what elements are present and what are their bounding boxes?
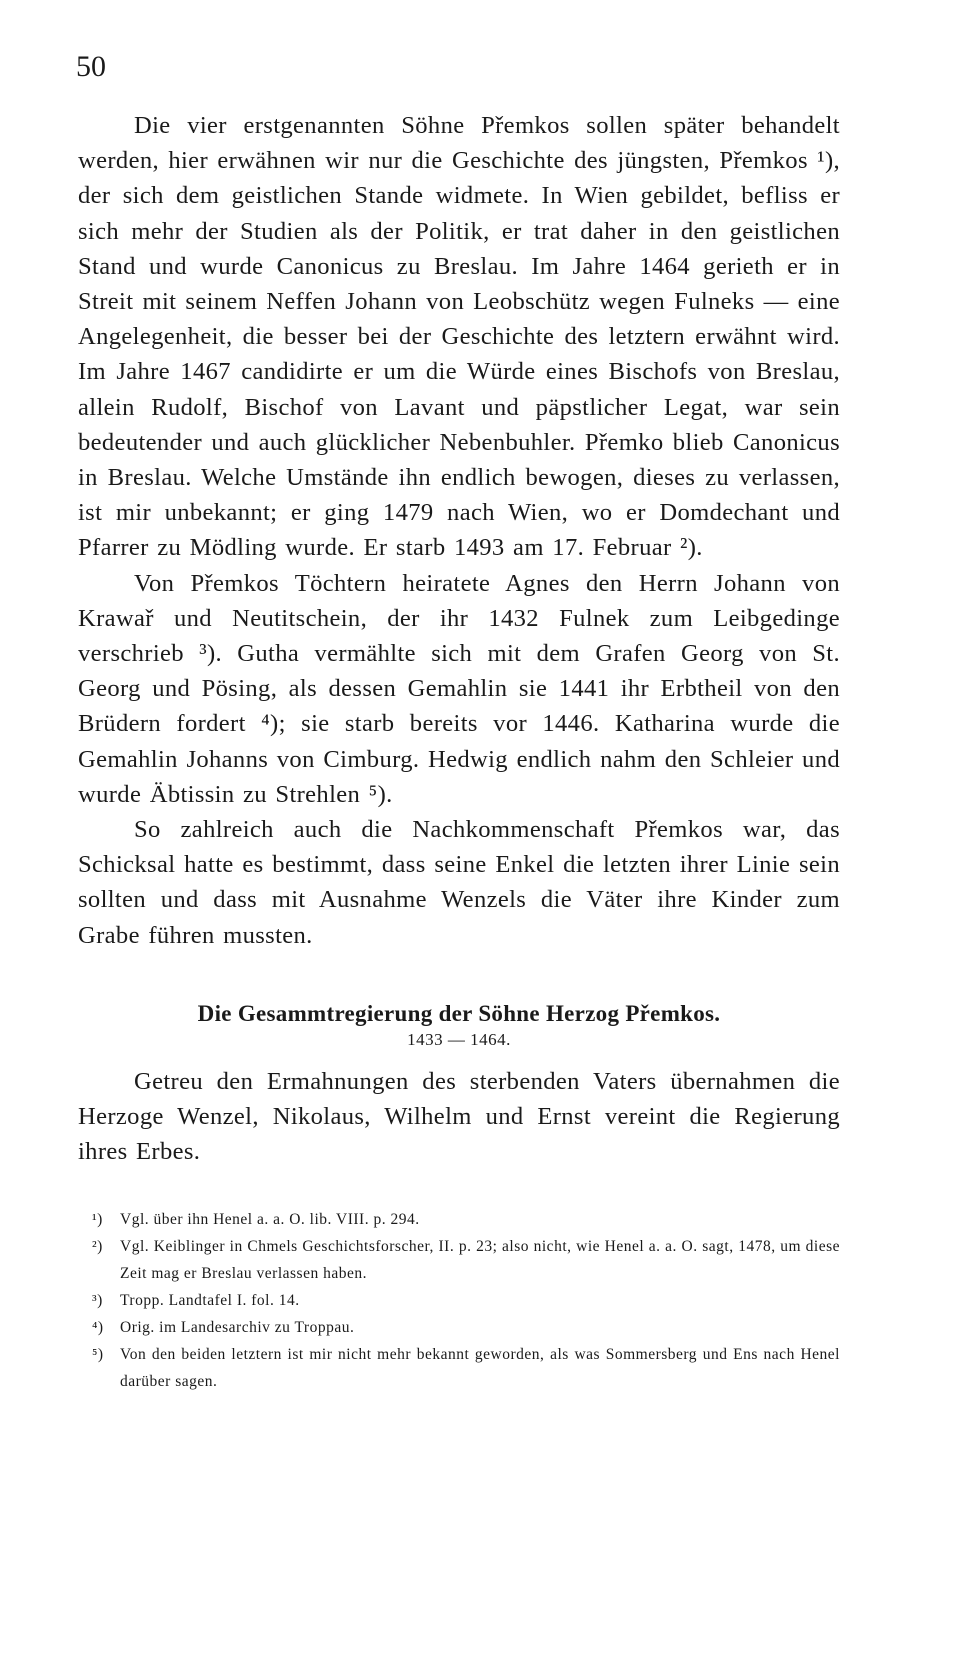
main-text: [78, 108, 840, 953]
section-years: 1433 — 1464.: [407, 1030, 511, 1049]
footnote-1: [92, 1206, 840, 1233]
footnote-text: Von den beiden letztern ist mir nicht mehr bekannt geworden, als was Sommersberg und Ens nach Henel darüber sagen.: [120, 1346, 840, 1390]
section-text: [78, 1064, 840, 1170]
section-heading: Die Gesammtregierung der Söhne Herzog Přemkos.: [197, 1001, 721, 1026]
footnote-text: Vgl. über ihn Henel a. a. O. lib. VIII. p. 294.: [120, 1211, 420, 1228]
paragraph-sons-premko: Die vier erstgenannten Söhne Přemkos sollen später behandelt werden, hier erwähnen wir nur die Geschichte des jüngsten, Přemkos ¹), der sich dem geistlichen Stande widmete. In Wien gebildet, befliss er sich mehr der Studien als der Politik, er trat daher in den geistlichen Stand und wurde Canonicus zu Breslau. Im Jahre 1464 gerieth er in Streit mit seinem Neffen Johann von Leobschütz wegen Fulneks — eine Angelegenheit, die besser bei der Geschichte des letztern erwähnt wird. Im Jahre 1467 candidirte er um die Würde eines Bischofs von Breslau, allein Rudolf, Bischof von Lavant und päpstlicher Legat, war sein bedeutender und auch glücklicher Nebenbuhler. Přemko blieb Canonicus in Breslau. Welche Umstände ihn endlich bewogen, dieses zu verlassen, ist mir unbekannt; er ging 1479 nach Wien, wo er Domdechant und Pfarrer zu Mödling wurde. Er starb 1493 am 17. Februar ²).: [78, 112, 840, 562]
footnote-5: [92, 1341, 840, 1395]
footnote-3: [92, 1287, 840, 1314]
footnote-marker: ⁵): [92, 1346, 104, 1363]
page-number: 50: [76, 50, 106, 83]
footnote-marker: ³): [92, 1292, 103, 1309]
paragraph-descendants: So zahlreich auch die Nachkommenschaft Přemkos war, das Schicksal hatte es bestimmt, dass seine Enkel die letzten ihrer Linie sein sollten und dass mit Ausnahme Wenzels die Väter ihre Kinder zum Grabe führen mussten.: [78, 816, 840, 949]
footnote-text: Tropp. Landtafel I. fol. 14.: [120, 1292, 300, 1309]
footnote-marker: ²): [92, 1238, 103, 1255]
footnote-marker: ¹): [92, 1211, 103, 1228]
footnote-marker: ⁴): [92, 1319, 104, 1336]
paragraph-joint-rule: Getreu den Ermahnungen des sterbenden Vaters übernahmen die Herzoge Wenzel, Nikolaus, Wilhelm und Ernst vereint die Regierung ihres Erbes.: [78, 1068, 840, 1166]
footnote-2: [92, 1233, 840, 1287]
footnote-text: Vgl. Keiblinger in Chmels Geschichtsforscher, II. p. 23; also nicht, wie Henel a. a. O. sagt, 1478, um diese Zeit mag er Breslau verlassen haben.: [120, 1238, 840, 1282]
footnotes: [92, 1206, 840, 1395]
footnote-4: [92, 1314, 840, 1341]
paragraph-daughters-premko: Von Přemkos Töchtern heiratete Agnes den Herrn Johann von Krawař und Neutitschein, der ihr 1432 Fulnek zum Leibgedinge verschrieb ³). Gutha vermählte sich mit dem Grafen Georg von St. Georg und Pösing, als dessen Gemahlin sie 1441 ihr Erbtheil von den Brüdern fordert ⁴); sie starb bereits vor 1446. Katharina wurde die Gemahlin Johanns von Cimburg. Hedwig endlich nahm den Schleier und wurde Äbtissin zu Strehlen ⁵).: [78, 569, 840, 808]
footnote-text: Orig. im Landesarchiv zu Troppau.: [120, 1319, 355, 1336]
